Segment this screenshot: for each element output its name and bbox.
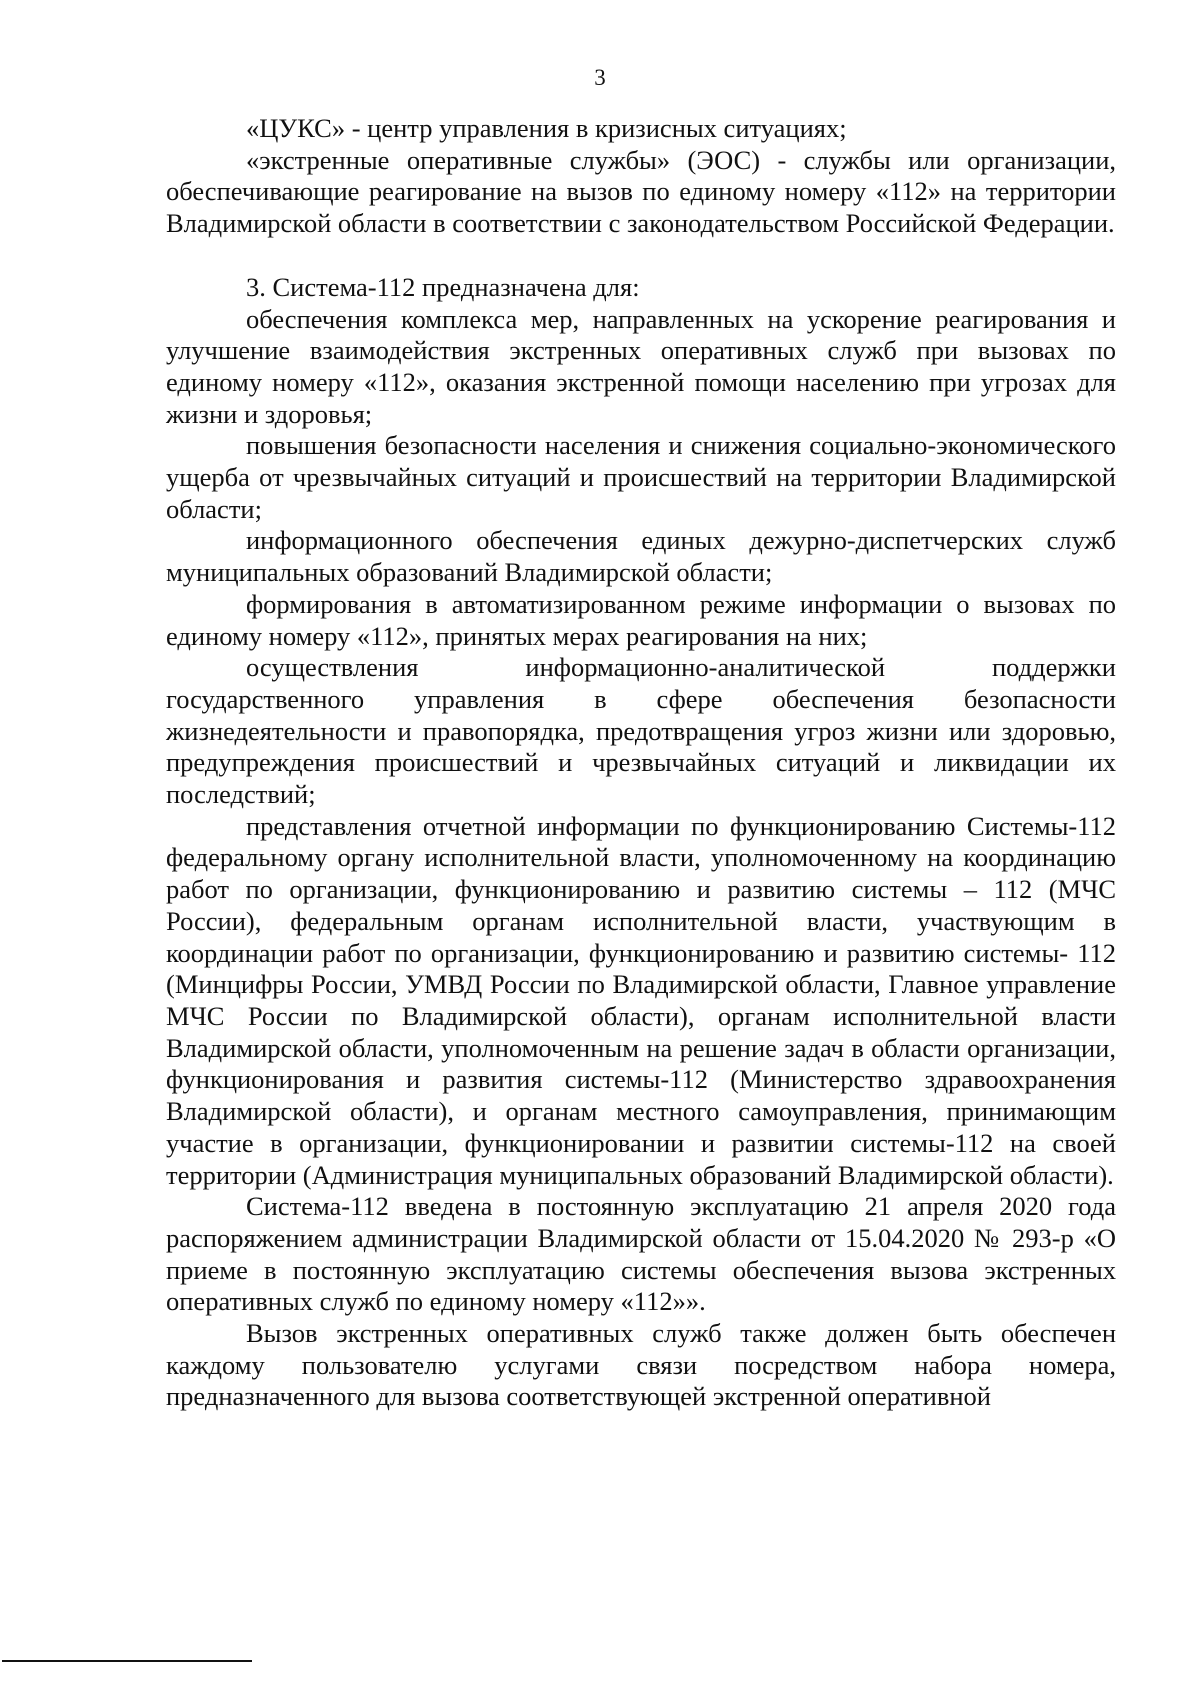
page-number: 3 xyxy=(594,65,606,90)
paragraph-purpose-call-records: формирования в автоматизированном режиме информации о вызовах по единому номеру «112», принятых мерах реагирования на них; xyxy=(166,588,1116,651)
footnote-divider xyxy=(2,1660,252,1662)
paragraph-purpose-safety: повышения безопасности населения и снижения социально-экономического ущерба от чрезвычайных ситуаций и происшествий на территории Владимирской области; xyxy=(166,430,1116,524)
paragraph-emergency-call: Вызов экстренных оперативных служб также должен быть обеспечен каждому пользователю услугами связи посредством набора номера, предназначенного для вызова соответствующей экстренной оперативной xyxy=(166,1318,1116,1412)
paragraph-purpose-reporting: представления отчетной информации по функционированию Системы-112 федеральному органу исполнительной власти, уполномоченному на координацию работ по организации, функционированию и развитию системы – 112 (МЧС России), федеральным органам исполнительной власти, участвующим в координации работ по организации, функционированию и развитию системы- 112 (Минцифры России, УМВД России по Владимирской области, Главное управление МЧС России по Владимирской области), органам исполнительной власти Владимирской области, уполномоченным на решение задач в области организации, функционирования и развития системы-112 (Министерство здравоохранения Владимирской области), и органам местного самоуправления, принимающим участие в организации, функционировании и развитии системы-112 на своей территории (Администрация муниципальных образований Владимирской области). xyxy=(166,810,1116,1190)
paragraph-commissioning: Система-112 введена в постоянную эксплуатацию 21 апреля 2020 года распоряжением администрации Владимирской области от 15.04.2020 № 293-р «О приеме в постоянную эксплуатацию системы обеспечения вызова экстренных оперативных служб по единому номеру «112»». xyxy=(166,1191,1116,1317)
paragraph-section-3-heading: 3. Система-112 предназначена для: xyxy=(246,271,640,302)
paragraph-purpose-information: информационного обеспечения единых дежурно-диспетчерских служб муниципальных образований Владимирской области; xyxy=(166,525,1116,588)
paragraph-purpose-response: обеспечения комплекса мер, направленных на ускорение реагирования и улучшение взаимодействия экстренных оперативных служб при вызовах по единому номеру «112», оказания экстренной помощи населению при угрозах для жизни и здоровья; xyxy=(166,303,1116,429)
paragraph-definition-tsuks: «ЦУКС» - центр управления в кризисных ситуациях; xyxy=(246,113,847,143)
paragraph-purpose-analytics: осуществления информационно-аналитической поддержки государственного управления в сфере обеспечения безопасности жизнедеятельности и правопорядка, предотвращения угроз жизни или здоровью, предупреждения происшествий и чрезвычайных ситуаций и ликвидации их последствий; xyxy=(166,652,1116,810)
document-body xyxy=(166,113,1116,1413)
paragraph-definition-eos: «экстренные оперативные службы» (ЭОС) - службы или организации, обеспечивающие реагирование на вызов по единому номеру «112» на территории Владимирской области в соответствии с законодательством Российской Федерации. xyxy=(166,144,1116,239)
